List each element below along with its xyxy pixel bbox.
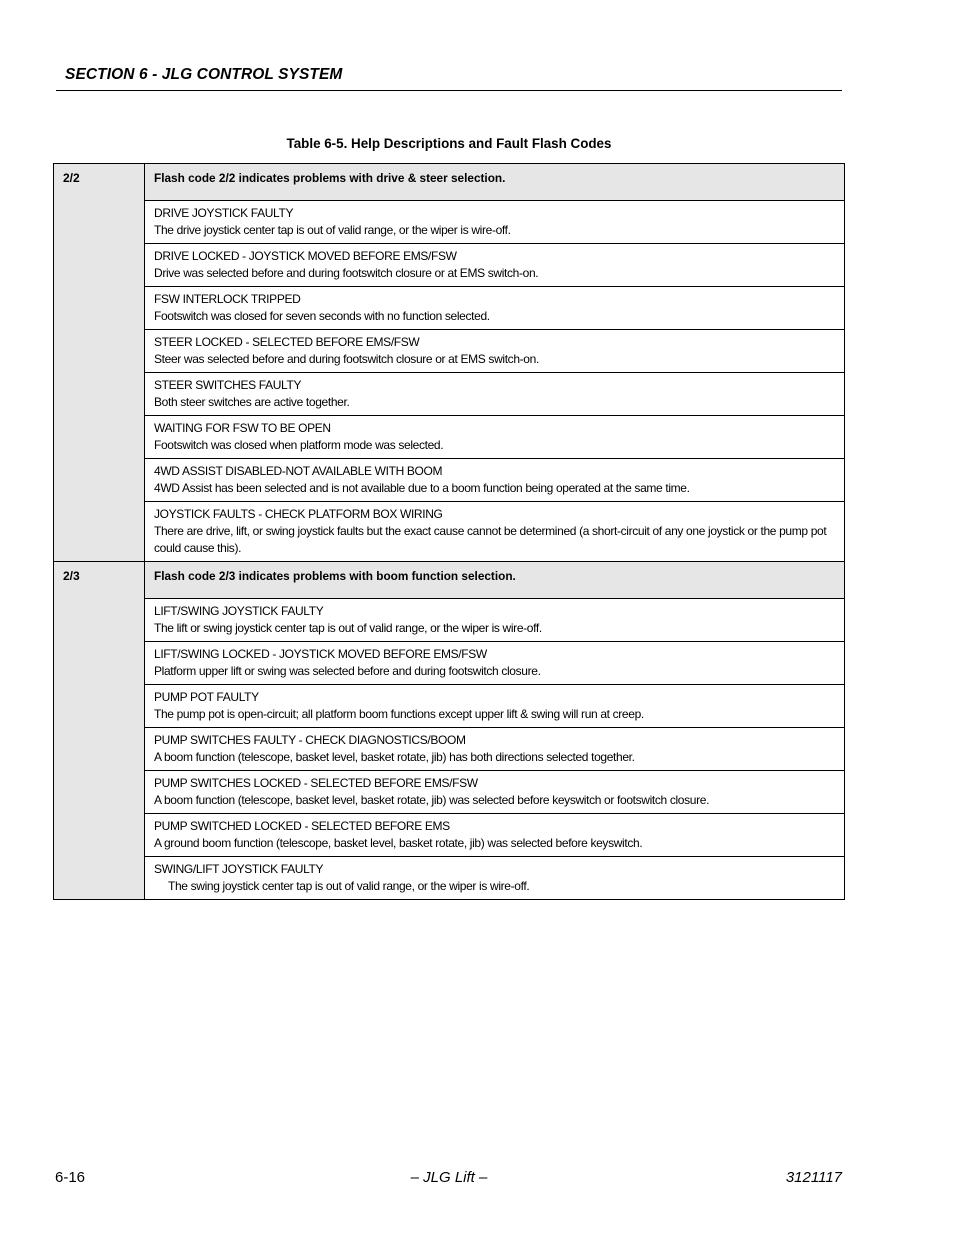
fault-description: The swing joystick center tap is out of valid range, or the wiper is wire-off. [168, 879, 530, 893]
page-header [56, 63, 842, 91]
fault-title: 4WD ASSIST DISABLED-NOT AVAILABLE WITH BOOM [154, 464, 443, 478]
fault-description: The pump pot is open-circuit; all platform boom functions except upper lift & swing will run at creep. [154, 707, 644, 721]
fault-description: Footswitch was closed for seven seconds with no function selected. [154, 309, 490, 323]
table-row [54, 244, 845, 287]
fault-entry [145, 373, 845, 416]
table-row [54, 728, 845, 771]
table-caption: Table 6-5. Help Descriptions and Fault Flash Codes [286, 136, 612, 151]
fault-description: A boom function (telescope, basket level, basket rotate, jib) has both directions selected together. [154, 750, 635, 764]
fault-entry [145, 459, 845, 502]
fault-description: Steer was selected before and during footswitch closure or at EMS switch-on. [154, 352, 539, 366]
group-heading: Flash code 2/2 indicates problems with drive & steer selection. [145, 164, 845, 201]
fault-code-table [53, 163, 845, 900]
fault-entry [145, 728, 845, 771]
fault-entry [145, 857, 845, 900]
table-row [54, 201, 845, 244]
fault-entry [145, 201, 845, 244]
group-heading-row [54, 164, 845, 201]
fault-title: LIFT/SWING JOYSTICK FAULTY [154, 604, 324, 618]
fault-entry [145, 814, 845, 857]
fault-title: PUMP SWITCHES FAULTY - CHECK DIAGNOSTICS/BOOM [154, 733, 466, 747]
fault-description: There are drive, lift, or swing joystick faults but the exact cause cannot be determined (a short-circuit of any one joystick or the pump pot could cause this). [154, 524, 827, 555]
fault-entry [145, 502, 845, 562]
table-row [54, 599, 845, 642]
fault-entry [145, 685, 845, 728]
fault-title: WAITING FOR FSW TO BE OPEN [154, 421, 331, 435]
table-row [54, 642, 845, 685]
fault-entry [145, 771, 845, 814]
fault-entry [145, 330, 845, 373]
table-row [54, 685, 845, 728]
fault-description: A ground boom function (telescope, basket level, basket rotate, jib) was selected before keyswitch. [154, 836, 643, 850]
table-row [54, 330, 845, 373]
fault-entry [145, 599, 845, 642]
fault-title: JOYSTICK FAULTS - CHECK PLATFORM BOX WIRING [154, 507, 443, 521]
fault-entry [145, 287, 845, 330]
fault-description: 4WD Assist has been selected and is not available due to a boom function being operated at the same time. [154, 481, 690, 495]
fault-entry [145, 244, 845, 287]
fault-description: Footswitch was closed when platform mode was selected. [154, 438, 444, 452]
footer-brand: – JLG Lift – [410, 1169, 488, 1186]
table-row [54, 416, 845, 459]
fault-title: PUMP POT FAULTY [154, 690, 259, 704]
fault-title: STEER LOCKED - SELECTED BEFORE EMS/FSW [154, 335, 420, 349]
fault-description: A boom function (telescope, basket level, basket rotate, jib) was selected before keyswitch or footswitch closure. [154, 793, 710, 807]
section-title: SECTION 6 - JLG CONTROL SYSTEM [65, 66, 343, 83]
fault-title: DRIVE JOYSTICK FAULTY [154, 206, 294, 220]
fault-description: The drive joystick center tap is out of valid range, or the wiper is wire-off. [154, 223, 511, 237]
table-row [54, 502, 845, 562]
flash-code: 2/2 [54, 164, 145, 562]
table-row [54, 857, 845, 900]
fault-description: Both steer switches are active together. [154, 395, 350, 409]
fault-title: LIFT/SWING LOCKED - JOYSTICK MOVED BEFORE EMS/FSW [154, 647, 487, 661]
document-number: 3121117 [785, 1169, 842, 1186]
group-heading-row [54, 562, 845, 599]
fault-title: DRIVE LOCKED - JOYSTICK MOVED BEFORE EMS/FSW [154, 249, 457, 263]
fault-entry [145, 416, 845, 459]
table-row [54, 373, 845, 416]
fault-description: Platform upper lift or swing was selected before and during footswitch closure. [154, 664, 541, 678]
fault-title: FSW INTERLOCK TRIPPED [154, 292, 301, 306]
page-number: 6-16 [55, 1169, 86, 1186]
table-row [54, 287, 845, 330]
group-heading: Flash code 2/3 indicates problems with boom function selection. [145, 562, 845, 599]
fault-title: STEER SWITCHES FAULTY [154, 378, 302, 392]
flash-code: 2/3 [54, 562, 145, 900]
fault-entry [145, 642, 845, 685]
fault-description: The lift or swing joystick center tap is out of valid range, or the wiper is wire-off. [154, 621, 542, 635]
table-row [54, 814, 845, 857]
fault-title: PUMP SWITCHED LOCKED - SELECTED BEFORE EMS [154, 819, 450, 833]
table-row [54, 771, 845, 814]
table-row [54, 459, 845, 502]
fault-title: SWING/LIFT JOYSTICK FAULTY [154, 862, 324, 876]
fault-description: Drive was selected before and during footswitch closure or at EMS switch-on. [154, 266, 539, 280]
fault-title: PUMP SWITCHES LOCKED - SELECTED BEFORE EMS/FSW [154, 776, 478, 790]
